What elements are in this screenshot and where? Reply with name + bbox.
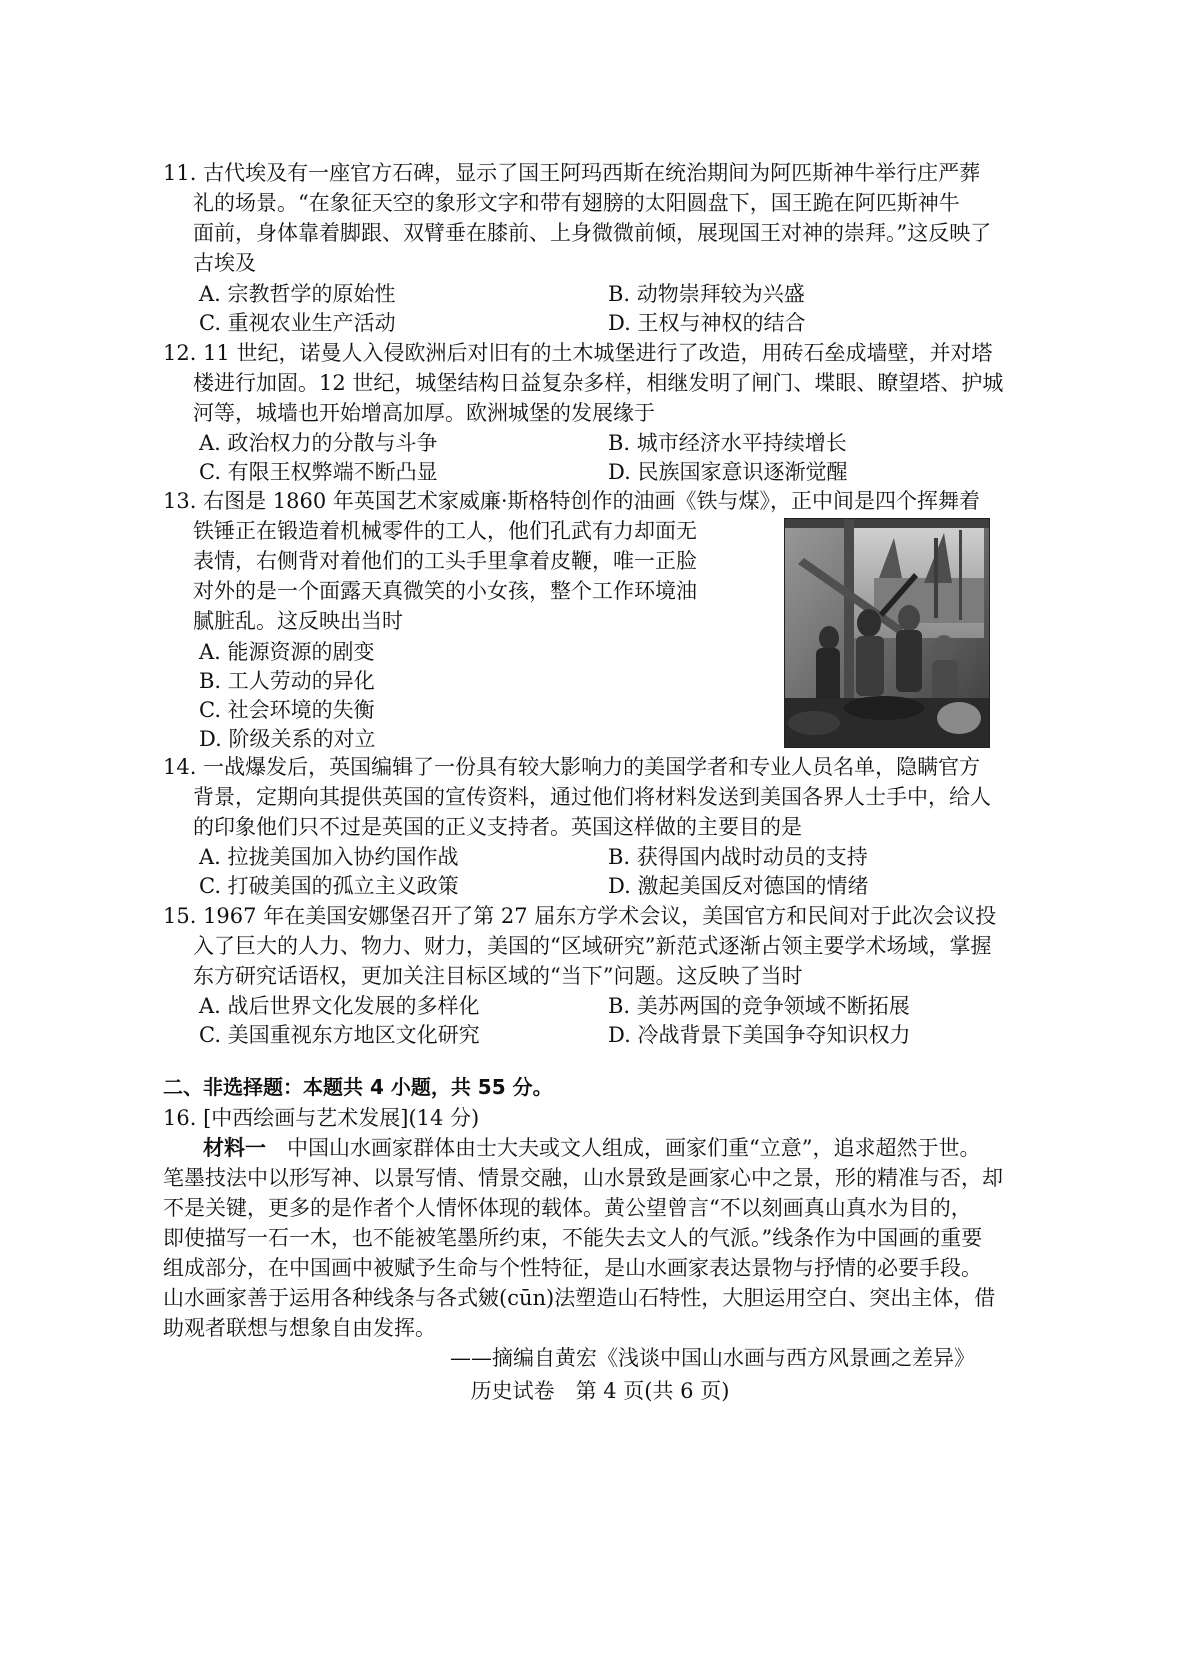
- q12-line-3: 河等，城墙也开始增高加厚。欧洲城堡的发展缘于: [193, 401, 655, 425]
- q12-option-c[interactable]: C. 有限王权弊端不断凸显: [199, 460, 438, 484]
- q14-line-1: 14. 一战爆发后，英国编辑了一份具有较大影响力的美国学者和专业人员名单，隐瞒官方: [163, 755, 981, 779]
- q14-line-2: 背景，定期向其提供英国的宣传资料，通过他们将材料发送到美国各界人士手中，给人: [193, 785, 991, 809]
- q14-option-c[interactable]: C. 打破美国的孤立主义政策: [199, 874, 459, 898]
- material-line-7: 助观者联想与想象自由发挥。: [163, 1316, 436, 1340]
- q14-option-a[interactable]: A. 拉拢美国加入协约国作战: [199, 845, 459, 869]
- q14-option-b[interactable]: B. 获得国内战时动员的支持: [608, 845, 868, 869]
- q13-line-1: 13. 右图是 1860 年英国艺术家威廉·斯格特创作的油画《铁与煤》，正中间是四个挥舞着: [163, 489, 981, 513]
- material-line-6: 山水画家善于运用各种线条与各式皴(cūn)法塑造山石特性，大胆运用空白、突出主体，借: [163, 1286, 996, 1310]
- material-line-2: 笔墨技法中以形写神、以景写情、情景交融，山水景致是画家心中之景，形的精准与否，却: [163, 1166, 1003, 1190]
- section-2-title: 二、非选择题：本题共 4 小题，共 55 分。: [163, 1075, 553, 1099]
- q14-line-3: 的印象他们只不过是英国的正义支持者。英国这样做的主要目的是: [193, 815, 802, 839]
- material-source: ——摘编自黄宏《浅谈中国山水画与西方风景画之差异》: [450, 1346, 975, 1370]
- q16-header: 16. [中西绘画与艺术发展](14 分): [163, 1106, 480, 1130]
- q13-option-a[interactable]: A. 能源资源的剧变: [199, 640, 375, 664]
- q13-option-b[interactable]: B. 工人劳动的异化: [199, 669, 375, 693]
- q15-line-2: 入了巨大的人力、物力、财力，美国的“区域研究”新范式逐渐占领主要学术场域，掌握: [193, 934, 992, 958]
- q13-option-d[interactable]: D. 阶级关系的对立: [199, 727, 376, 751]
- material-line-1: [203, 1133, 980, 1163]
- q12-line-2: 楼进行加固。12 世纪，城堡结构日益复杂多样，相继发明了闸门、堞眼、瞭望塔、护城: [193, 371, 1004, 395]
- q11-option-c[interactable]: C. 重视农业生产活动: [199, 311, 396, 335]
- material-line-5: 组成部分，在中国画中被赋予生命与个性特征，是山水画家表达景物与抒情的必要手段。: [163, 1256, 982, 1280]
- material-line-4: 即使描写一石一木，也不能被笔墨所约束，不能失去文人的气派。”线条作为中国画的重要: [163, 1226, 983, 1250]
- q15-option-d[interactable]: D. 冷战背景下美国争夺知识权力: [608, 1023, 911, 1047]
- q12-option-b[interactable]: B. 城市经济水平持续增长: [608, 431, 847, 455]
- q11-option-d[interactable]: D. 王权与神权的结合: [608, 311, 806, 335]
- q15-option-b[interactable]: B. 美苏两国的竞争领域不断拓展: [608, 994, 910, 1018]
- q11-option-a[interactable]: A. 宗教哲学的原始性: [199, 282, 396, 306]
- q14-option-d[interactable]: D. 激起美国反对德国的情绪: [608, 874, 869, 898]
- q15-line-3: 东方研究话语权，更加关注目标区域的“当下”问题。这反映了当时: [193, 964, 803, 988]
- q12-option-a[interactable]: A. 政治权力的分散与斗争: [199, 431, 438, 455]
- q13-line-2: 铁锤正在锻造着机械零件的工人，他们孔武有力却面无: [193, 519, 697, 543]
- q11-line-1: 11. 古代埃及有一座官方石碑，显示了国王阿玛西斯在统治期间为阿匹斯神牛举行庄严葬: [163, 161, 981, 185]
- material-label: 材料一: [203, 1136, 266, 1160]
- q13-line-3: 表情，右侧背对着他们的工头手里拿着皮鞭，唯一正脸: [193, 549, 697, 573]
- material-line-3: 不是关键，更多的是作者个人情怀体现的载体。黄公望曾言“不以刻画真山真水为目的，: [163, 1196, 972, 1220]
- page-footer: 历史试卷 第 4 页(共 6 页): [470, 1379, 730, 1403]
- q15-option-a[interactable]: A. 战后世界文化发展的多样化: [199, 994, 480, 1018]
- q11-line-2: 礼的场景。“在象征天空的象形文字和带有翅膀的太阳圆盘下，国王跪在阿匹斯神牛: [193, 191, 960, 215]
- q13-option-c[interactable]: C. 社会环境的失衡: [199, 698, 375, 722]
- q11-line-4: 古埃及: [193, 251, 256, 275]
- q13-line-4: 对外的是一个面露天真微笑的小女孩，整个工作环境油: [193, 579, 697, 603]
- q11-option-b[interactable]: B. 动物崇拜较为兴盛: [608, 282, 805, 306]
- q13-line-5: 腻脏乱。这反映出当时: [193, 609, 403, 633]
- q15-line-1: 15. 1967 年在美国安娜堡召开了第 27 届东方学术会议，美国官方和民间对于此次会议投: [163, 904, 997, 928]
- material-text-1: 中国山水画家群体由士大夫或文人组成，画家们重“立意”，追求超然于世。: [287, 1136, 981, 1160]
- q15-option-c[interactable]: C. 美国重视东方地区文化研究: [199, 1023, 480, 1047]
- q12-option-d[interactable]: D. 民族国家意识逐渐觉醒: [608, 460, 848, 484]
- iron-and-coal-painting: [784, 518, 990, 748]
- q12-line-1: 12. 11 世纪，诺曼人入侵欧洲后对旧有的土木城堡进行了改造，用砖石垒成墙壁，并对塔: [163, 341, 993, 365]
- q11-line-3: 面前，身体靠着脚跟、双臂垂在膝前、上身微微前倾，展现国王对神的崇拜。”这反映了: [193, 221, 992, 245]
